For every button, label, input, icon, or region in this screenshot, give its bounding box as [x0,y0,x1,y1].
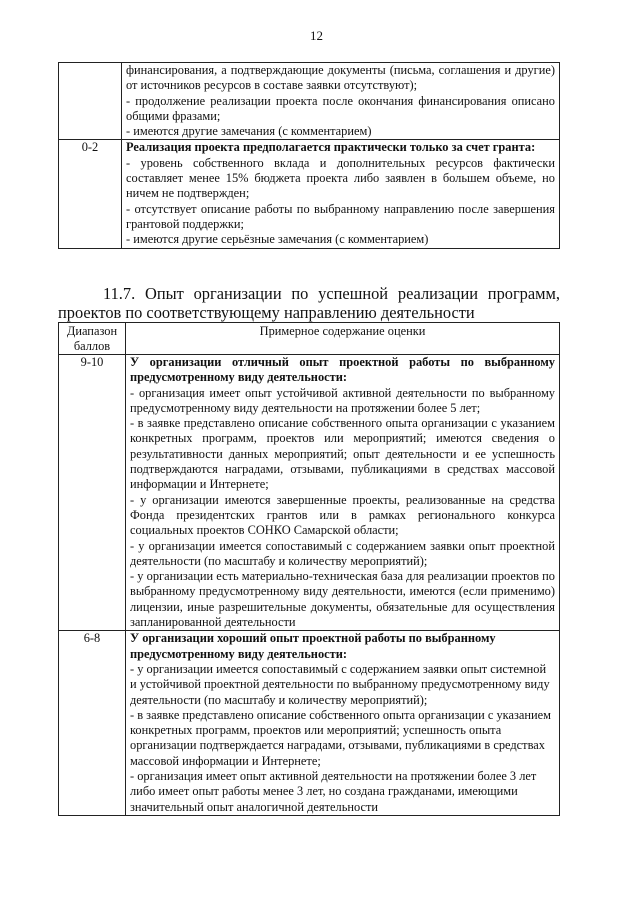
score-cell: 6-8 [59,631,126,816]
description-line: - организация имеет опыт устойчивой активной деятельности по выбранному предусмотренному виду деятельности на протяжении более 5 лет; [130,385,555,415]
description-line: - уровень собственного вклада и дополнительных ресурсов фактически составляет менее 15% бюджета проекта либо заявлен в большем объеме, но ничем не подтвержден; [126,155,555,201]
content-column-header: Примерное содержание оценки [126,323,560,355]
description-line: - организация имеет опыт активной деятельности на протяжении более 3 лет либо имеет опыт работы менее 3 лет, но создана гражданами, имеющими значительный опыт аналогичной деятельности [130,769,537,814]
table-row [59,355,560,631]
description-line: - в заявке представлено описание собственного опыта организации с указанием конкретных программ, проектов или мероприятий; имеются сведения о результативности данных мероприятий; опыт деятельности и ее успешность подтверждаются наградами, отзывами, публикациями в средствах массовой информации и Интернете; [130,416,555,492]
score-cell: 9-10 [59,355,126,631]
section-heading-line: проектов по соответствующему направлению деятельности [58,303,475,322]
section-heading-line: 11.7. Опыт организации по успешной реализации программ, [103,284,560,303]
description-line: - у организации есть материально-техническая база для реализации проектов по выбранному предусмотренному виду деятельности, имеются (если применимо) лицензии, иные разрешительные документы, обязательные для осуществления запланированной деятельности [130,569,555,630]
score-cell: 0-2 [59,140,122,248]
description-line: - у организации имеется сопоставимый с содержанием заявки опыт системной и устойчивой проектной деятельности по выбранному предусмотренному виду деятельности (по масштабу и количеству мероприятий); [130,661,550,707]
description-line: - в заявке представлено описание собственного опыта организации с указанием конкретных программ, проектов или мероприятий; успешность опыта организации подтверждается наградами, отзывами, публикациями в средствах массовой информации и Интернете; [130,707,551,768]
table-header-row [59,323,560,355]
row-heading: У организации отличный опыт проектной работы по выбранному предусмотренному виду деятельности: [130,355,555,385]
description-cell [126,355,560,631]
score-column-header: Диапазон баллов [59,323,126,355]
description-line: - у организации имеются завершенные проекты, реализованные на средства Фонда президентских грантов или в рамках регионального конкурса социальных проектов СОНКО Самарской области; [130,492,555,538]
description-line: - отсутствует описание работы по выбранному направлению после завершения грантовой поддержки; [126,201,555,231]
section-heading [58,284,560,322]
row-heading: Реализация проекта предполагается практически только за счет гранта: [126,140,536,155]
table-row [59,140,560,248]
description-line: финансирования, а подтверждающие документы (письма, соглашения и другие) от источников ресурсов в составе заявки отсутствуют); [126,63,555,93]
description-line: - имеются другие замечания (с комментарием) [126,124,372,139]
description-line: - продолжение реализации проекта после окончания финансирования описано общими фразами; [126,93,555,123]
table-row [59,63,560,140]
description-line: - имеются другие серьёзные замечания (с комментарием) [126,232,429,247]
description-cell [122,63,560,140]
description-line: - у организации имеется сопоставимый с содержанием заявки опыт проектной деятельности (по масштабу и количеству мероприятий); [130,538,555,568]
criteria-table-continued [58,62,560,249]
page-number: 12 [310,28,323,43]
description-cell [126,631,560,816]
table-row [59,631,560,816]
description-cell [122,140,560,248]
criteria-table [58,322,560,816]
row-heading: У организации хороший опыт проектной работы по выбранному предусмотренному виду деятельности: [130,631,496,661]
score-cell [59,63,122,140]
